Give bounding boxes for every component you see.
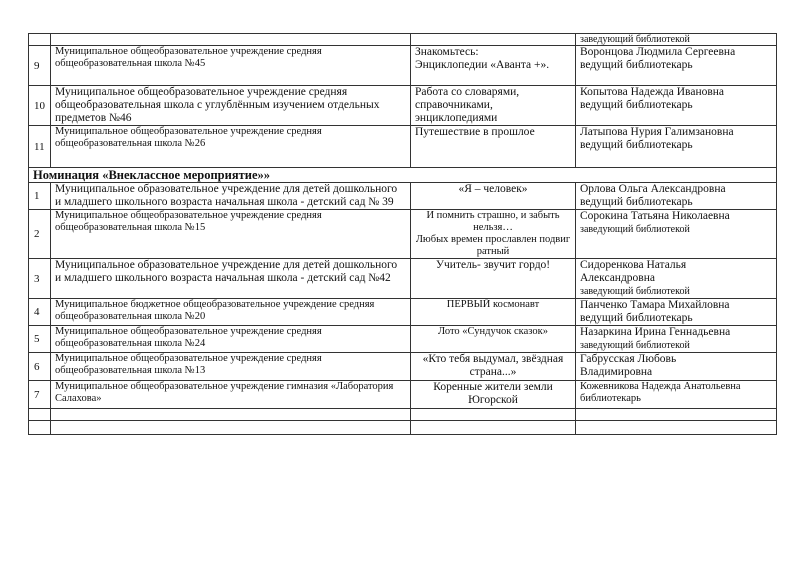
num-cell: 4 — [29, 299, 51, 326]
section-heading-row — [29, 168, 777, 183]
title-cell — [411, 353, 576, 381]
institution-cell: Муниципальное общеобразовательное учреждение средняя общеобразовательная школа №45 — [51, 46, 411, 86]
person-cell — [576, 326, 777, 353]
person-cell — [576, 183, 777, 210]
title-cell — [411, 381, 576, 409]
person-line: заведующий библиотекой — [580, 286, 690, 297]
table-row — [29, 259, 777, 299]
num-cell: 3 — [29, 259, 51, 299]
table-row — [29, 326, 777, 353]
title-line: Путешествие в прошлое — [415, 126, 535, 138]
person-line: Копытова Надежда Ивановна — [580, 86, 725, 98]
title-cell — [411, 46, 576, 86]
title-line: Лото «Сундучок сказок» — [438, 326, 548, 337]
person-line: Панченко Тамара Михайловна — [580, 299, 730, 311]
num-cell: 2 — [29, 210, 51, 259]
person-line: ведущий библиотекарь — [580, 139, 693, 151]
person-line: заведующий библиотекой — [580, 340, 690, 351]
title-cell — [411, 126, 576, 168]
person-line: Назаркина Ирина Геннадьевна — [580, 326, 731, 338]
title-line: Любых времен прославлен подвиг ратный — [415, 234, 571, 257]
title-cell — [411, 259, 576, 299]
table-row — [29, 86, 777, 126]
num-cell: 1 — [29, 183, 51, 210]
num-cell: 10 — [29, 86, 51, 126]
title-line: Энциклопедии «Аванта +». — [415, 59, 550, 71]
empty-cell — [411, 409, 576, 421]
person-line: Орлова Ольга Александровна — [580, 183, 726, 195]
institution-cell: Муниципальное общеобразовательное учреждение гимназия «Лаборатория Салахова» — [51, 381, 411, 409]
empty-row — [29, 421, 777, 435]
title-line: Работа со словарями, — [415, 86, 520, 98]
title-line: Знакомьтесь: — [415, 46, 479, 58]
title-line: Учитель- звучит гордо! — [435, 259, 551, 271]
institution-cell: Муниципальное общеобразовательное учреждение средняя общеобразовательная школа №15 — [51, 210, 411, 259]
person-cell — [576, 46, 777, 86]
table-row — [29, 126, 777, 168]
institution-cell: Муниципальное образовательное учреждение для детей дошкольного и младшего школьного возраста начальная школа - детский сад №42 — [51, 259, 411, 299]
table-row — [29, 210, 777, 259]
person-line: библиотекарь — [580, 393, 641, 404]
person-line: Владимировна — [580, 366, 653, 378]
person-cell — [576, 259, 777, 299]
institution-cell: Муниципальное общеобразовательное учреждение средняя общеобразовательная школа №26 — [51, 126, 411, 168]
empty-cell — [576, 421, 777, 435]
institution-cell — [51, 34, 411, 46]
table-row — [29, 353, 777, 381]
empty-cell — [29, 409, 51, 421]
institution-cell: Муниципальное образовательное учреждение для детей дошкольного и младшего школьного возраста начальная школа - детский сад № 39 — [51, 183, 411, 210]
person-line: ведущий библиотекарь — [580, 59, 693, 71]
table-row — [29, 46, 777, 86]
person-cell — [576, 126, 777, 168]
person-line: Латыпова Нурия Галимзановна — [580, 126, 734, 138]
person-cell — [576, 381, 777, 409]
num-cell: 5 — [29, 326, 51, 353]
title-line: энциклопедиями — [415, 112, 498, 124]
title-line: И помнить страшно, и забыть нельзя… — [426, 210, 560, 233]
person-line: Александровна — [580, 272, 655, 284]
person-cell — [576, 86, 777, 126]
institution-cell: Муниципальное общеобразовательное учреждение средняя общеобразовательная школа №13 — [51, 353, 411, 381]
person-line: Габрусская Любовь — [580, 353, 677, 365]
num-cell: 6 — [29, 353, 51, 381]
person-line: Сидоренкова Наталья — [580, 259, 687, 271]
empty-cell — [29, 421, 51, 435]
title-cell — [411, 326, 576, 353]
title-cell — [411, 299, 576, 326]
person-cell — [576, 210, 777, 259]
empty-cell — [576, 409, 777, 421]
table-row — [29, 34, 777, 46]
table-row — [29, 299, 777, 326]
title-line: справочниками, — [415, 99, 493, 111]
institution-cell: Муниципальное бюджетное общеобразовательное учреждение средняя общеобразовательная школа №20 — [51, 299, 411, 326]
empty-cell — [411, 421, 576, 435]
person-cell: заведующий библиотекой — [576, 34, 777, 46]
person-line: Воронцова Людмила Сергеевна — [580, 46, 736, 58]
institution-cell: Муниципальное общеобразовательное учреждение средняя общеобразовательная школа №24 — [51, 326, 411, 353]
person-line: заведующий библиотекой — [580, 224, 690, 235]
title-cell — [411, 210, 576, 259]
person-line: ведущий библиотекарь — [580, 196, 693, 208]
num-cell: 7 — [29, 381, 51, 409]
table-row — [29, 183, 777, 210]
title-line: Коренные жители земли Югорской — [433, 381, 553, 406]
table-row — [29, 381, 777, 409]
title-cell — [411, 86, 576, 126]
title-line: «Кто тебя выдумал, звёздная страна...» — [422, 353, 564, 378]
person-line: Сорокина Татьяна Николаевна — [580, 210, 730, 222]
institution-cell: Муниципальное общеобразовательное учреждение средняя общеобразовательная школа с углублённым изучением отдельных предметов №46 — [51, 86, 411, 126]
title-line: ПЕРВЫЙ космонавт — [446, 299, 540, 310]
empty-row — [29, 409, 777, 421]
title-cell — [411, 183, 576, 210]
person-line: ведущий библиотекарь — [580, 312, 693, 324]
person-line: Кожевникова Надежда Анатольевна — [580, 381, 741, 392]
num-cell: 11 — [29, 126, 51, 168]
person-cell — [576, 299, 777, 326]
title-line: «Я – человек» — [458, 183, 528, 195]
section-heading: Номинация «Внеклассное мероприятие»» — [29, 168, 777, 183]
nominations-table — [28, 33, 777, 435]
empty-cell — [51, 409, 411, 421]
num-cell: 9 — [29, 46, 51, 86]
title-cell — [411, 34, 576, 46]
person-line: ведущий библиотекарь — [580, 99, 693, 111]
empty-cell — [51, 421, 411, 435]
person-cell — [576, 353, 777, 381]
num-cell — [29, 34, 51, 46]
